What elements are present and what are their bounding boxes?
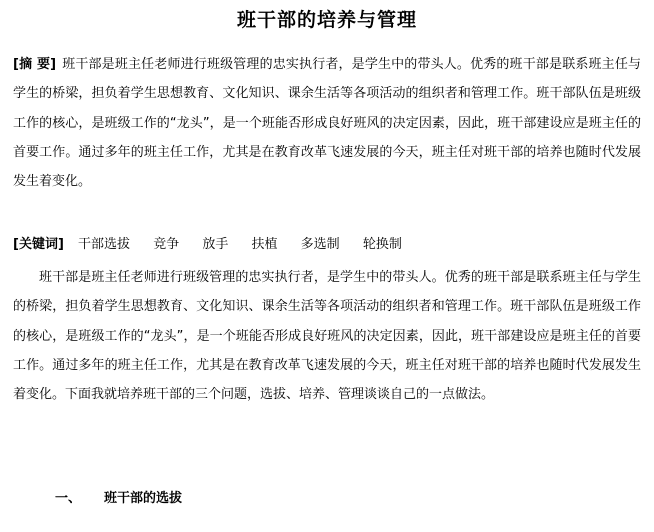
document-title: 班干部的培养与管理 xyxy=(236,9,417,31)
keywords-label: [关键词] xyxy=(13,237,64,252)
abstract-text: 班干部是班主任老师进行班级管理的忠实执行者，是学生中的带头人。优秀的班干部是联系班主任与学生的桥梁，担负着学生思想教育、文化知识、课余生活等各项活动的组织者和管理工作。班干部队伍是班级工作的核心，是班级工作的“龙头”，是一个班能否形成良好班风的决定因素，因此，班干部建设应是班主任的首要工作。通过多年的班主任工作，尤其是在教育改革飞速发展的今天，班主任对班干部的培养也随时代发展发生着变化。 xyxy=(13,57,641,190)
abstract-paragraph xyxy=(13,50,641,196)
keywords-line xyxy=(13,230,421,259)
body-paragraph: 班干部是班主任老师进行班级管理的忠实执行者，是学生中的带头人。优秀的班干部是联系班主任与学生的桥梁，担负着学生思想教育、文化知识、课余生活等各项活动的组织者和管理工作。班干部队伍是班级工作的核心，是班级工作的“龙头”，是一个班能否形成良好班风的决定因素，因此，班干部建设应是班主任的首要工作。通过多年的班主任工作，尤其是在教育改革飞速发展的今天，班主任对班干部的培养也随时代发展发生着变化。下面我就培养班干部的三个问题，选拔、培养、管理谈谈自己的一点做法。 xyxy=(13,270,641,403)
keyword-item: 干部选拔 xyxy=(78,237,131,252)
keyword-item: 多选制 xyxy=(300,237,340,252)
section-title: 班干部的选拔 xyxy=(104,491,183,506)
section-number: 一、 xyxy=(55,491,82,506)
keyword-item: 扶植 xyxy=(251,237,278,252)
keyword-item: 轮换制 xyxy=(362,237,402,252)
section-heading xyxy=(55,485,182,513)
keyword-item: 放手 xyxy=(202,237,229,252)
abstract-label: [摘 要] xyxy=(13,57,57,72)
keyword-item: 竞争 xyxy=(153,237,180,252)
